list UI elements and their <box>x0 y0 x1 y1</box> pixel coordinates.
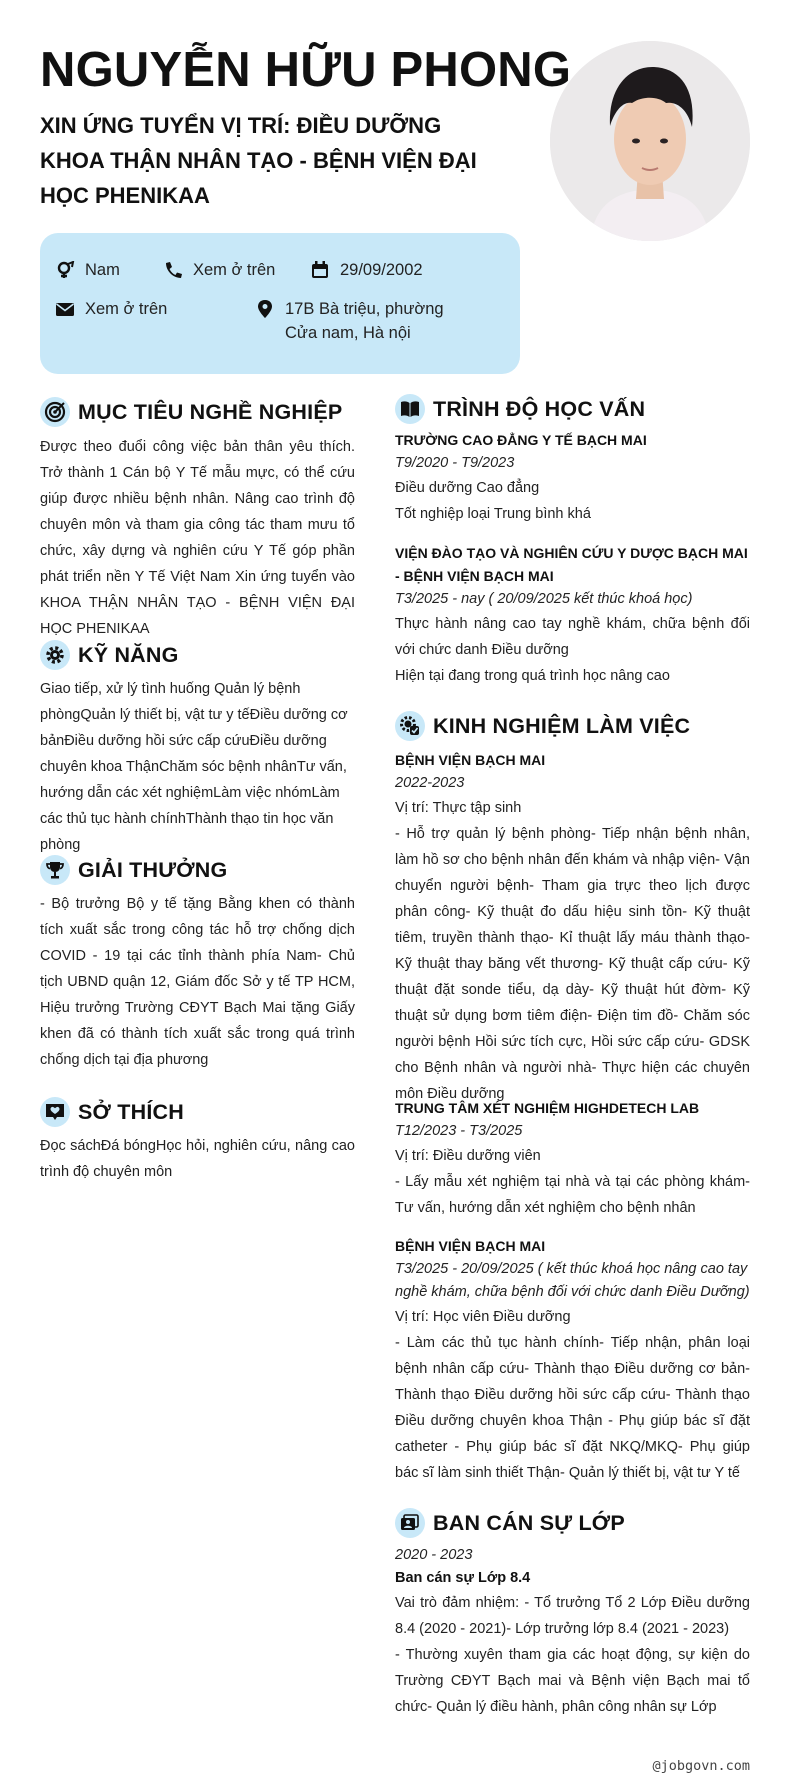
gender-value: Nam <box>85 261 120 279</box>
career-goal-text: Được theo đuổi công việc bản thân yêu thích. Trở thành 1 Cán bộ Y Tế mẫu mực, có thể cứu giúp được nhiều bệnh nhân. Nâng cao trình độ chuyên môn và tham gia công tác tham mưu tổ chức, xây dựng và nghiên cứu Y Tế góp phần phát triển nền Y Tế Việt Nam Xin ứng tuyển vào KHOA THẬN NHÂN TẠO - BỆNH VIỆN ĐẠI HỌC PHENIKAA <box>40 439 355 637</box>
experience-date: T3/2025 - 20/09/2025 ( kết thúc khoá học nâng cao tay nghề khám, chữa bệnh đối với chức danh Điều Dưỡng) <box>395 1261 750 1300</box>
experience-org: BỆNH VIỆN BẠCH MAI <box>395 752 546 768</box>
calendar-icon <box>310 261 330 279</box>
education-date: T9/2020 - T9/2023 <box>395 455 515 471</box>
gender-icon <box>55 261 75 279</box>
email-value: Xem ở trên <box>85 300 168 318</box>
address-value: 17B Bà triệu, phường Cửa nam, Hà nội <box>285 300 444 342</box>
birthday-info <box>310 258 423 282</box>
applied-position: XIN ỨNG TUYỂN VỊ TRÍ: ĐIỀU DƯỠNG KHOA THẬN NHÂN TẠO - BỆNH VIỆN ĐẠI HỌC PHENIKAA <box>40 113 477 208</box>
candidate-name: NGUYỄN HỮU PHONG <box>40 43 572 97</box>
skills-heading <box>40 640 179 670</box>
target-icon <box>40 397 70 427</box>
education-line: Điều dưỡng Cao đẳng <box>395 480 540 496</box>
phone-icon <box>163 261 183 279</box>
location-pin-icon <box>255 300 275 318</box>
class-committee-line: Vai trò đảm nhiệm: - Tổ trưởng Tổ 2 Lớp Điều dưỡng 8.4 (2020 - 2021)- Lớp trưởng lớp 8.4 (2021 - 2023) <box>395 1595 750 1637</box>
hobbies-text: Đọc sáchĐá bóngHọc hỏi, nghiên cứu, nâng cao trình độ chuyên môn <box>40 1138 355 1180</box>
education-line: Hiện tại đang trong quá trình học nâng cao <box>395 668 670 684</box>
group-icon <box>395 1508 425 1538</box>
heart-chat-icon <box>40 1097 70 1127</box>
experience-heading <box>395 711 690 741</box>
class-committee-item <box>395 1544 750 1720</box>
career-goal-title: MỤC TIÊU NGHỀ NGHIỆP <box>78 399 343 424</box>
book-icon <box>395 394 425 424</box>
email-icon <box>55 300 75 318</box>
experience-date: 2022-2023 <box>395 775 465 791</box>
experience-org: TRUNG TÂM XÉT NGHIỆM HIGHDETECH LAB <box>395 1100 700 1116</box>
education-org: TRƯỜNG CAO ĐẲNG Y TẾ BẠCH MAI <box>395 432 647 448</box>
hobbies-title: SỞ THÍCH <box>78 1099 184 1124</box>
experience-role: Vị trí: Thực tập sinh <box>395 800 522 816</box>
address-info <box>255 297 455 345</box>
experience-role: Vị trí: Điều dưỡng viên <box>395 1148 541 1164</box>
watermark: @jobgovn.com <box>652 1758 750 1774</box>
class-committee-title: BAN CÁN SỰ LỚP <box>433 1510 625 1535</box>
experience-item <box>395 1235 750 1486</box>
education-item <box>395 429 750 527</box>
email-info <box>55 297 167 321</box>
awards-heading <box>40 855 227 885</box>
skills-text: Giao tiếp, xử lý tình huống Quản lý bệnh phòngQuản lý thiết bị, vật tư y tếĐiều dưỡng cơ bảnĐiều dưỡng hồi sức cấp cứuĐiều dưỡng chuyên khoa ThậnChăm sóc bệnh nhânTư vấn, hướng dẫn các xét nghiệmLàm việc nhómLàm các thủ tục hành chínhThành thạo tin học văn phòng <box>40 681 348 853</box>
experience-item <box>395 749 750 1107</box>
class-committee-line: - Thường xuyên tham gia các hoạt động, sự kiện do Trường CĐYT Bạch mai và Bệnh viện Bạch mai tổ chức- Quản lý điều hành, phân công nhân sự Lớp <box>395 1647 750 1715</box>
career-goal-heading <box>40 397 342 427</box>
awards-title: GIẢI THƯỞNG <box>78 857 228 882</box>
education-org: VIỆN ĐÀO TẠO VÀ NGHIÊN CỨU Y DƯỢC BẠCH MAI - BỆNH VIỆN BẠCH MAI <box>395 545 748 584</box>
experience-role: Vị trí: Học viên Điều dưỡng <box>395 1309 571 1325</box>
skills-title: KỸ NĂNG <box>78 642 179 667</box>
education-date: T3/2025 - nay ( 20/09/2025 kết thúc khoá học) <box>395 591 693 607</box>
education-title: TRÌNH ĐỘ HỌC VẤN <box>433 396 646 421</box>
education-line: Thực hành nâng cao tay nghề khám, chữa bệnh đối với chức danh Điều dưỡng <box>395 616 750 658</box>
education-heading <box>395 394 645 424</box>
gear-icon <box>40 640 70 670</box>
experience-desc: - Hỗ trợ quản lý bệnh phòng- Tiếp nhận bệnh nhân, làm hồ sơ cho bệnh nhân đến khám và nhập viện- Vận chuyển người bệnh- Tham gia trực theo lịch được phân công- Kỹ thuật đo dấu hiệu sinh tồn- Kỹ thuật tiêm, truyền thành thạo- Kỉ thuật lấy máu thành thạo- Kỹ thuật thay băng vết thương- Kỹ thuật cấp cứu- Kỹ thuật đặt sonde tiểu, dạ dày- Kỹ thuật hút đờm- Kỹ thuật sử dụng bơm tiêm điện- Điện tim đồ- Chăm sóc người bệnh Hồi sức tích cực, Hồi sức cấp cứu- GDSK cho Bệnh nhân và người nhà- Thực hiện các chuyên môn Điều dưỡng <box>395 826 750 1102</box>
experience-desc: - Làm các thủ tục hành chính- Tiếp nhận, phân loại bệnh nhân cấp cứu- Thành thạo Điều dưỡng cơ bản- Thành thạo Điều dưỡng hồi sức cấp cứu- Thành thạo Điều dưỡng chuyên khoa Thận - Phụ giúp bác sĩ đặt catheter - Phụ giúp bác sĩ đặt NKQ/MKQ- Phụ giúp bác sĩ làm sinh thiết Thận- Quản lý thiết bị, vật tư Y tế <box>395 1335 750 1481</box>
education-line: Tốt nghiệp loại Trung bình khá <box>395 506 591 522</box>
birthday-value: 29/09/2002 <box>340 261 423 279</box>
badge-check-icon <box>395 711 425 741</box>
profile-photo <box>550 41 750 241</box>
hobbies-heading <box>40 1097 184 1127</box>
class-committee-date: 2020 - 2023 <box>395 1547 473 1563</box>
experience-org: BỆNH VIỆN BẠCH MAI <box>395 1238 546 1254</box>
awards-text: - Bộ trưởng Bộ y tế tặng Bằng khen có thành tích xuất sắc trong công tác hỗ trợ chống dịch COVID - 19 tại các tỉnh thành phía Nam- Chủ tịch UBND quận 12, Giám đốc Sở y tế TP HCM, Hiệu trưởng Trường CĐYT Bạch Mai tặng Giấy khen đã có thành tích xuất sắc trong quá trình chống dịch tại địa phương <box>40 896 355 1068</box>
class-committee-heading <box>395 1508 625 1538</box>
gender-info <box>55 258 120 282</box>
experience-desc: - Lấy mẫu xét nghiệm tại nhà và tại các phòng khám- Tư vấn, hướng dẫn xét nghiệm cho bệnh nhân <box>395 1174 750 1216</box>
phone-info <box>163 258 275 282</box>
class-committee-role: Ban cán sự Lớp 8.4 <box>395 1570 531 1586</box>
experience-date: T12/2023 - T3/2025 <box>395 1123 523 1139</box>
contact-info-box <box>40 233 520 374</box>
experience-item <box>395 1097 750 1221</box>
experience-title: KINH NGHIỆM LÀM VIỆC <box>433 713 691 738</box>
phone-value: Xem ở trên <box>193 261 276 279</box>
education-item <box>395 542 750 689</box>
trophy-icon <box>40 855 70 885</box>
